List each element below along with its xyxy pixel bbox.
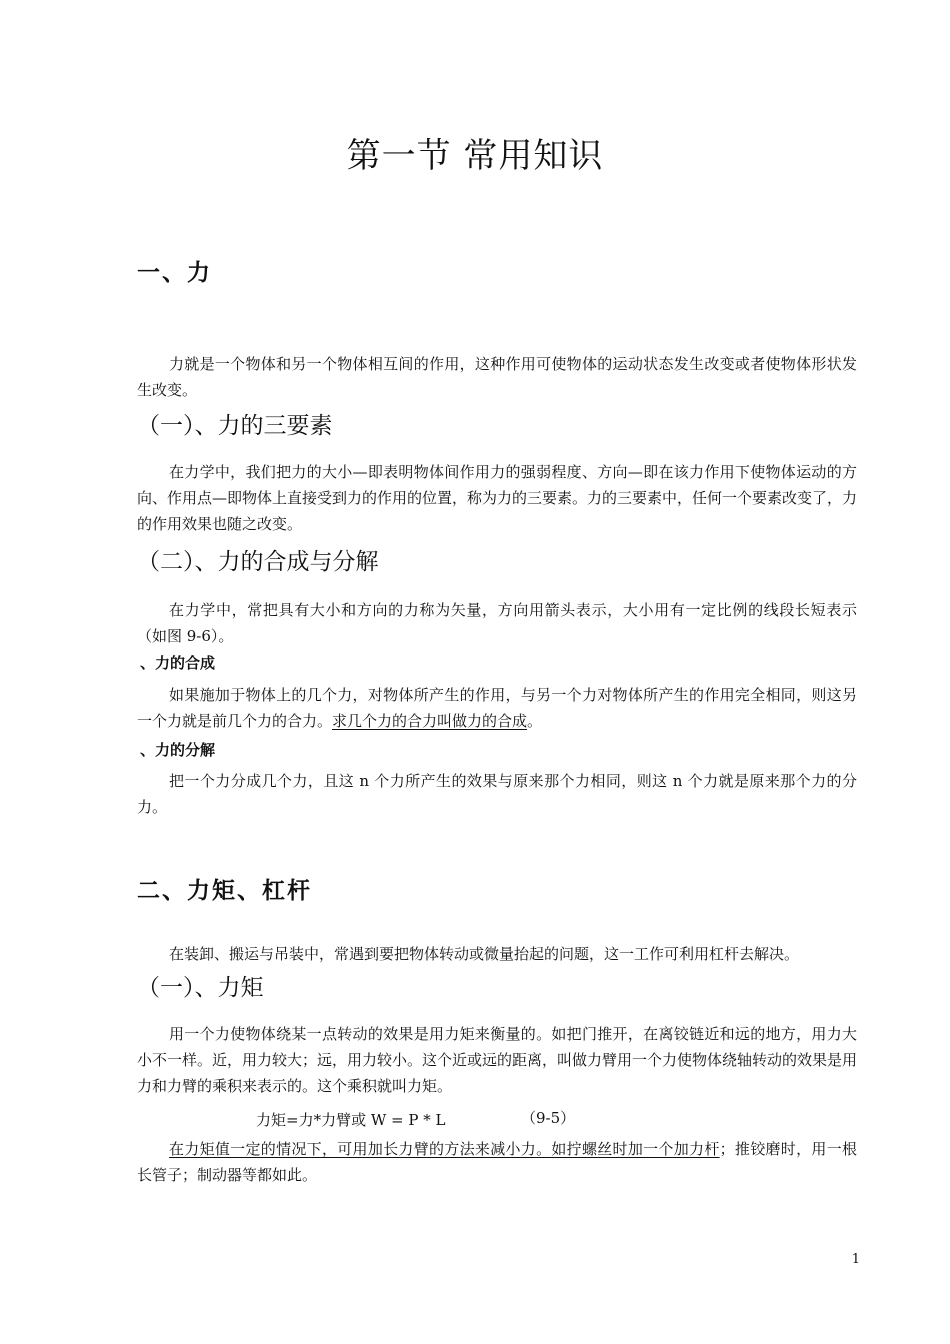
lever-application-paragraph bbox=[137, 1136, 857, 1188]
subsection-heading-torque: （一）、力矩 bbox=[137, 975, 264, 1001]
lever-application-rest: ；推铰磨时，用一根长管子；制动器等都如此。 bbox=[137, 1140, 857, 1184]
composition-underlined-text: 求几个力的合力叫做力的合成 bbox=[332, 712, 528, 730]
torque-formula: 力矩=力*力臂或 W = P * L bbox=[256, 1111, 446, 1129]
subsection-heading-three-elements: （一）、力的三要素 bbox=[137, 413, 333, 439]
vector-paragraph: 在力学中，常把具有大小和方向的力称为矢量，方向用箭头表示，大小用有一定比例的线段长短表示（如图 9-6）。 bbox=[137, 601, 857, 645]
torque-paragraph: 用一个力使物体绕某一点转动的效果是用力矩来衡量的。如把门推开，在离铰链近和远的地方，用力大小不一样。近，用力较大；远，用力较小。这个近或远的距离，叫做力臂用一个力使物体绕轴转动的效果是用力和力臂的乘积来表示的。这个乘积就叫力矩。 bbox=[137, 1025, 858, 1095]
decomposition-paragraph: 把一个力分成几个力，且这 n 个力所产生的效果与原来那个力相同，则这 n 个力就是原来那个力的分力。 bbox=[137, 772, 857, 816]
lever-intro-paragraph: 在装卸、搬运与吊装中，常遇到要把物体转动或微量抬起的问题，这一工作可利用杠杆去解决。 bbox=[169, 945, 800, 963]
subsection-heading-composition-decomposition: （二）、力的合成与分解 bbox=[137, 549, 379, 575]
decomposition-heading: 、力的分解 bbox=[140, 741, 216, 759]
section-heading-force: 一、力 bbox=[137, 260, 212, 286]
formula-reference: （9-5） bbox=[521, 1109, 576, 1127]
force-definition-paragraph: 力就是一个物体和另一个物体相互间的作用，这种作用可使物体的运动状态发生改变或者使物体形状发生改变。 bbox=[137, 355, 857, 399]
section-heading-torque-lever: 二、力矩、杠杆 bbox=[137, 878, 312, 904]
composition-paragraph bbox=[137, 682, 857, 734]
composition-text: 如果施加于物体上的几个力，对物体所产生的作用，与另一个力对物体所产生的作用完全相同，则这另一个力就是前几个力的合力。 bbox=[137, 686, 857, 730]
lever-underlined-text: 在力矩值一定的情况下，可用加长力臂的方法来减小力。如拧螺丝时加一个加力杆 bbox=[169, 1140, 720, 1158]
composition-end: 。 bbox=[527, 712, 543, 730]
page-number: 1 bbox=[851, 1252, 860, 1267]
three-elements-paragraph: 在力学中，我们把力的大小—即表明物体间作用力的强弱程度、方向—即在该力作用下使物体运动的方向、作用点—即物体上直接受到力的作用的位置，称为力的三要素。力的三要素中，任何一个要素改变了，力的作用效果也随之改变。 bbox=[137, 463, 858, 533]
page-title: 第一节 常用知识 bbox=[346, 136, 604, 176]
composition-heading: 、力的合成 bbox=[140, 654, 216, 672]
